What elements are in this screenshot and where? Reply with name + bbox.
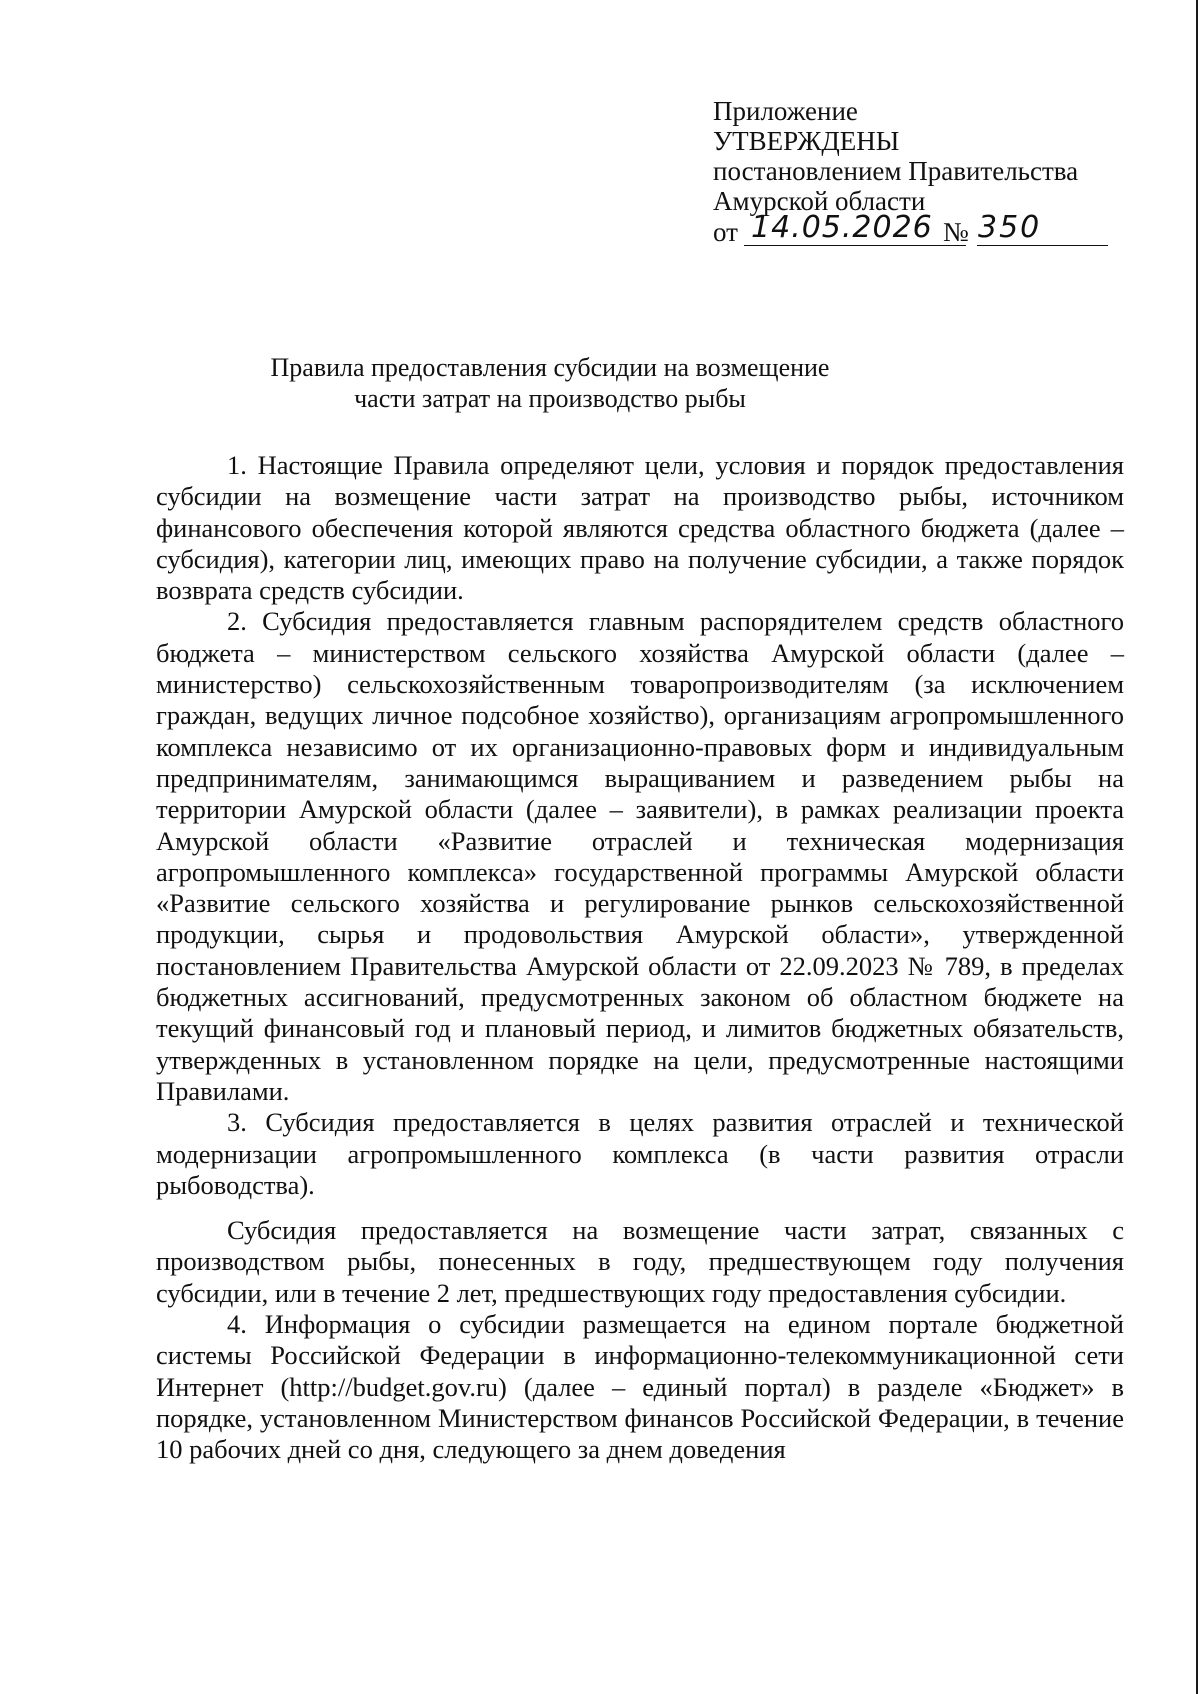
title-line-1: Правила предоставления субсидии на возмещение bbox=[270, 353, 830, 382]
handwritten-date: 14.05.2026 bbox=[751, 210, 933, 245]
paragraph-3: 3. Субсидия предоставляется в целях развития отраслей и технической модернизации агропромышленного комплекса (в части развития отрасли рыбоводства). bbox=[156, 1107, 1124, 1200]
approval-stamp-block bbox=[713, 96, 1153, 249]
scan-edge-line bbox=[1196, 0, 1198, 1694]
approval-resolution-label: постановлением Правительства bbox=[713, 156, 1079, 186]
approval-date-number-row bbox=[713, 210, 1153, 249]
date-underline bbox=[744, 245, 966, 246]
document-body bbox=[156, 450, 1124, 1466]
approval-region-label: Амурской области bbox=[713, 186, 926, 216]
paragraph-1: 1. Настоящие Правила определяют цели, условия и порядок предоставления субсидии на возмещение части затрат на производство рыбы, источником финансового обеспечения которой являются средства областного бюджета (далее – субсидия), категории лиц, имеющих право на получение субсидии, а также порядок возврата средств субсидии. bbox=[156, 450, 1124, 606]
number-prefix: № bbox=[943, 217, 969, 247]
number-underline bbox=[977, 245, 1108, 246]
handwritten-number: 350 bbox=[978, 210, 1042, 245]
date-prefix: от bbox=[713, 217, 738, 247]
paragraph-2: 2. Субсидия предоставляется главным распорядителем средств областного бюджета – министерством сельского хозяйства Амурской области (далее – министерство) сельскохозяйственным товаропроизводителям (за исключением граждан, ведущих личное подсобное хозяйство), организациям агропромышленного комплекса независимо от их организационно-правовых форм и индивидуальным предпринимателям, занимающимся выращиванием и разведением рыбы на территории Амурской области (далее – заявители), в рамках реализации проекта Амурской области «Развитие отраслей и техническая модернизация агропромышленного комплекса» государственной программы Амурской области «Развитие сельского хозяйства и регулирование рынков сельскохозяйственной продукции, сырья и продовольствия Амурской области», утвержденной постановлением Правительства Амурской области от 22.09.2023 № 789, в пределах бюджетных ассигнований, предусмотренных законом об областном бюджете на текущий финансовый год и плановый период, и лимитов бюджетных обязательств, утвержденных в установленном порядке на цели, предусмотренные настоящими Правилами. bbox=[156, 606, 1124, 1106]
approval-approved-label: УТВЕРЖДЕНЫ bbox=[713, 126, 900, 156]
paragraph-4: 4. Информация о субсидии размещается на едином портале бюджетной системы Российской Федерации в информационно-телекоммуникационной сети Интернет (http://budget.gov.ru) (далее – единый портал) в разделе «Бюджет» в порядке, установленном Министерством финансов Российской Федерации, в течение 10 рабочих дней со дня, следующего за днем доведения bbox=[156, 1309, 1124, 1465]
document-title bbox=[150, 352, 950, 414]
approval-appendix-label: Приложение bbox=[713, 96, 858, 126]
title-line-2: части затрат на производство рыбы bbox=[354, 384, 746, 413]
paragraph-3-continued: Субсидия предоставляется на возмещение части затрат, связанных с производством рыбы, понесенных в году, предшествующем году получения субсидии, или в течение 2 лет, предшествующих году предоставления субсидии. bbox=[156, 1215, 1124, 1308]
